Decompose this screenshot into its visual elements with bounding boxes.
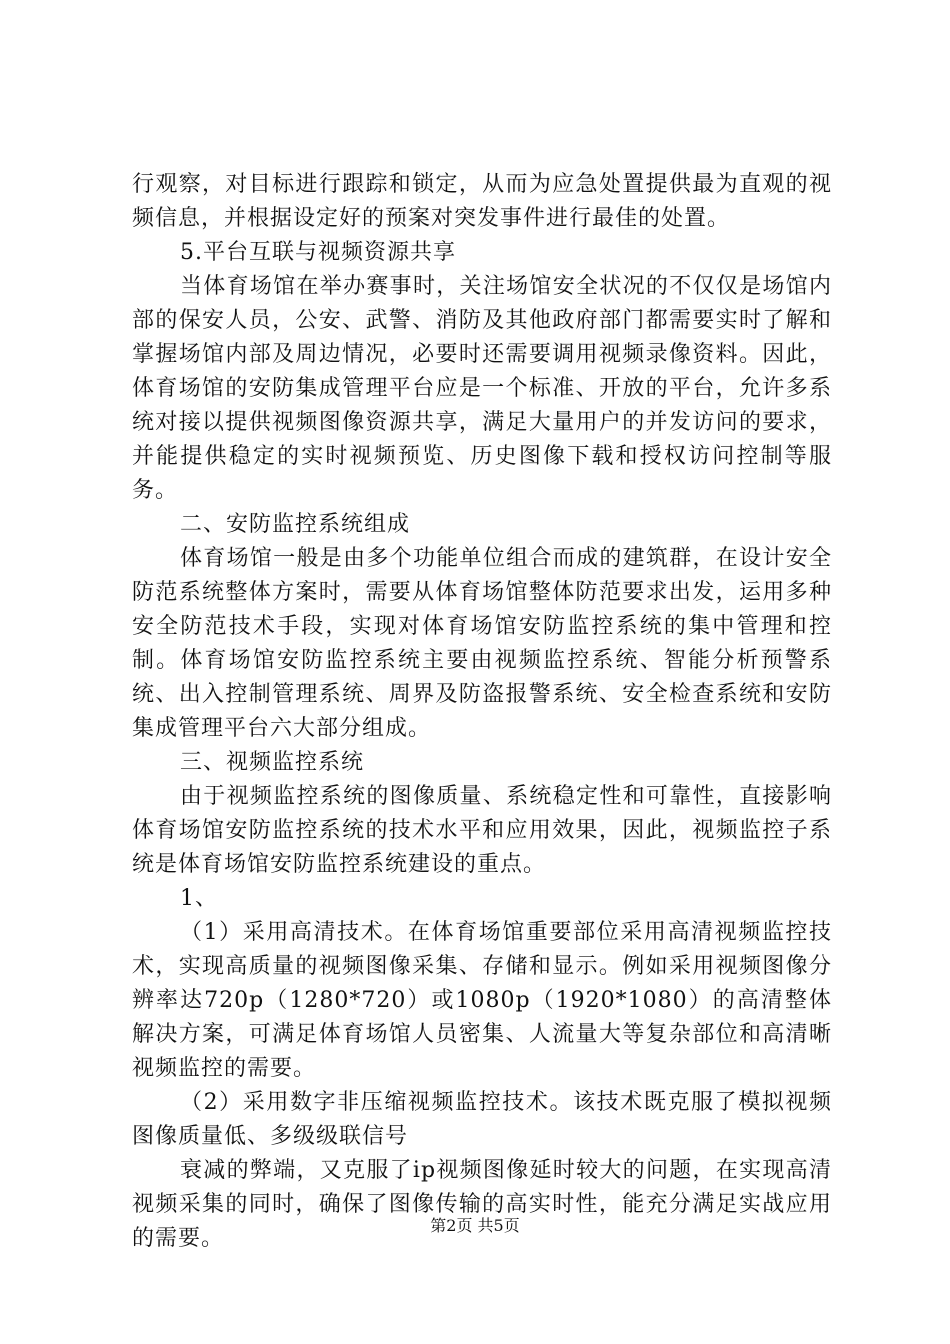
page-footer: 第2页 共5页: [430, 1216, 520, 1235]
paragraph: （1）采用高清技术。在体育场馆重要部位采用高清视频监控技术，实现高质量的视频图像采集、存储和显示。例如采用视频图像分辨率达720p（1280*720）或1080p（1920*1080）的高清整体解决方案，可满足体育场馆人员密集、人流量大等复杂部位和高清晰视频监控的需要。: [132, 920, 832, 1081]
paragraph: 行观察，对目标进行跟踪和锁定，从而为应急处置提供最为直观的视频信息，并根据设定好的预案对突发事件进行最佳的处置。: [132, 172, 832, 231]
paragraph: 体育场馆一般是由多个功能单位组合而成的建筑群，在设计安全防范系统整体方案时，需要从体育场馆整体防范要求出发，运用多种安全防范技术手段，实现对体育场馆安防监控系统的集中管理和控制。体育场馆安防监控系统主要由视频监控系统、智能分析预警系统、出入控制管理系统、周界及防盗报警系统、安全检查系统和安防集成管理平台六大部分组成。: [132, 546, 832, 741]
paragraph: 衰减的弊端，又克服了ip视频图像延时较大的问题，在实现高清视频采集的同时，确保了图像传输的高实时性，能充分满足实战应用的需要。: [132, 1158, 832, 1251]
document-body: [132, 168, 832, 1256]
section-heading: 二、安防监控系统组成: [180, 512, 411, 537]
paragraph: 由于视频监控系统的图像质量、系统稳定性和可靠性，直接影响体育场馆安防监控系统的技术水平和应用效果，因此，视频监控子系统是体育场馆安防监控系统建设的重点。: [132, 784, 832, 877]
paragraph: 当体育场馆在举办赛事时，关注场馆安全状况的不仅仅是场馆内部的保安人员，公安、武警、消防及其他政府部门都需要实时了解和掌握场馆内部及周边情况，必要时还需要调用视频录像资料。因此，体育场馆的安防集成管理平台应是一个标准、开放的平台，允许多系统对接以提供视频图像资源共享，满足大量用户的并发访问的要求，并能提供稳定的实时视频预览、历史图像下载和授权访问控制等服务。: [132, 274, 832, 503]
section-heading: 5.平台互联与视频资源共享: [180, 240, 456, 265]
section-heading: 三、视频监控系统: [180, 750, 365, 775]
paragraph: （2）采用数字非压缩视频监控技术。该技术既克服了模拟视频图像质量低、多级级联信号: [132, 1090, 832, 1149]
list-marker: 1、: [180, 886, 218, 911]
